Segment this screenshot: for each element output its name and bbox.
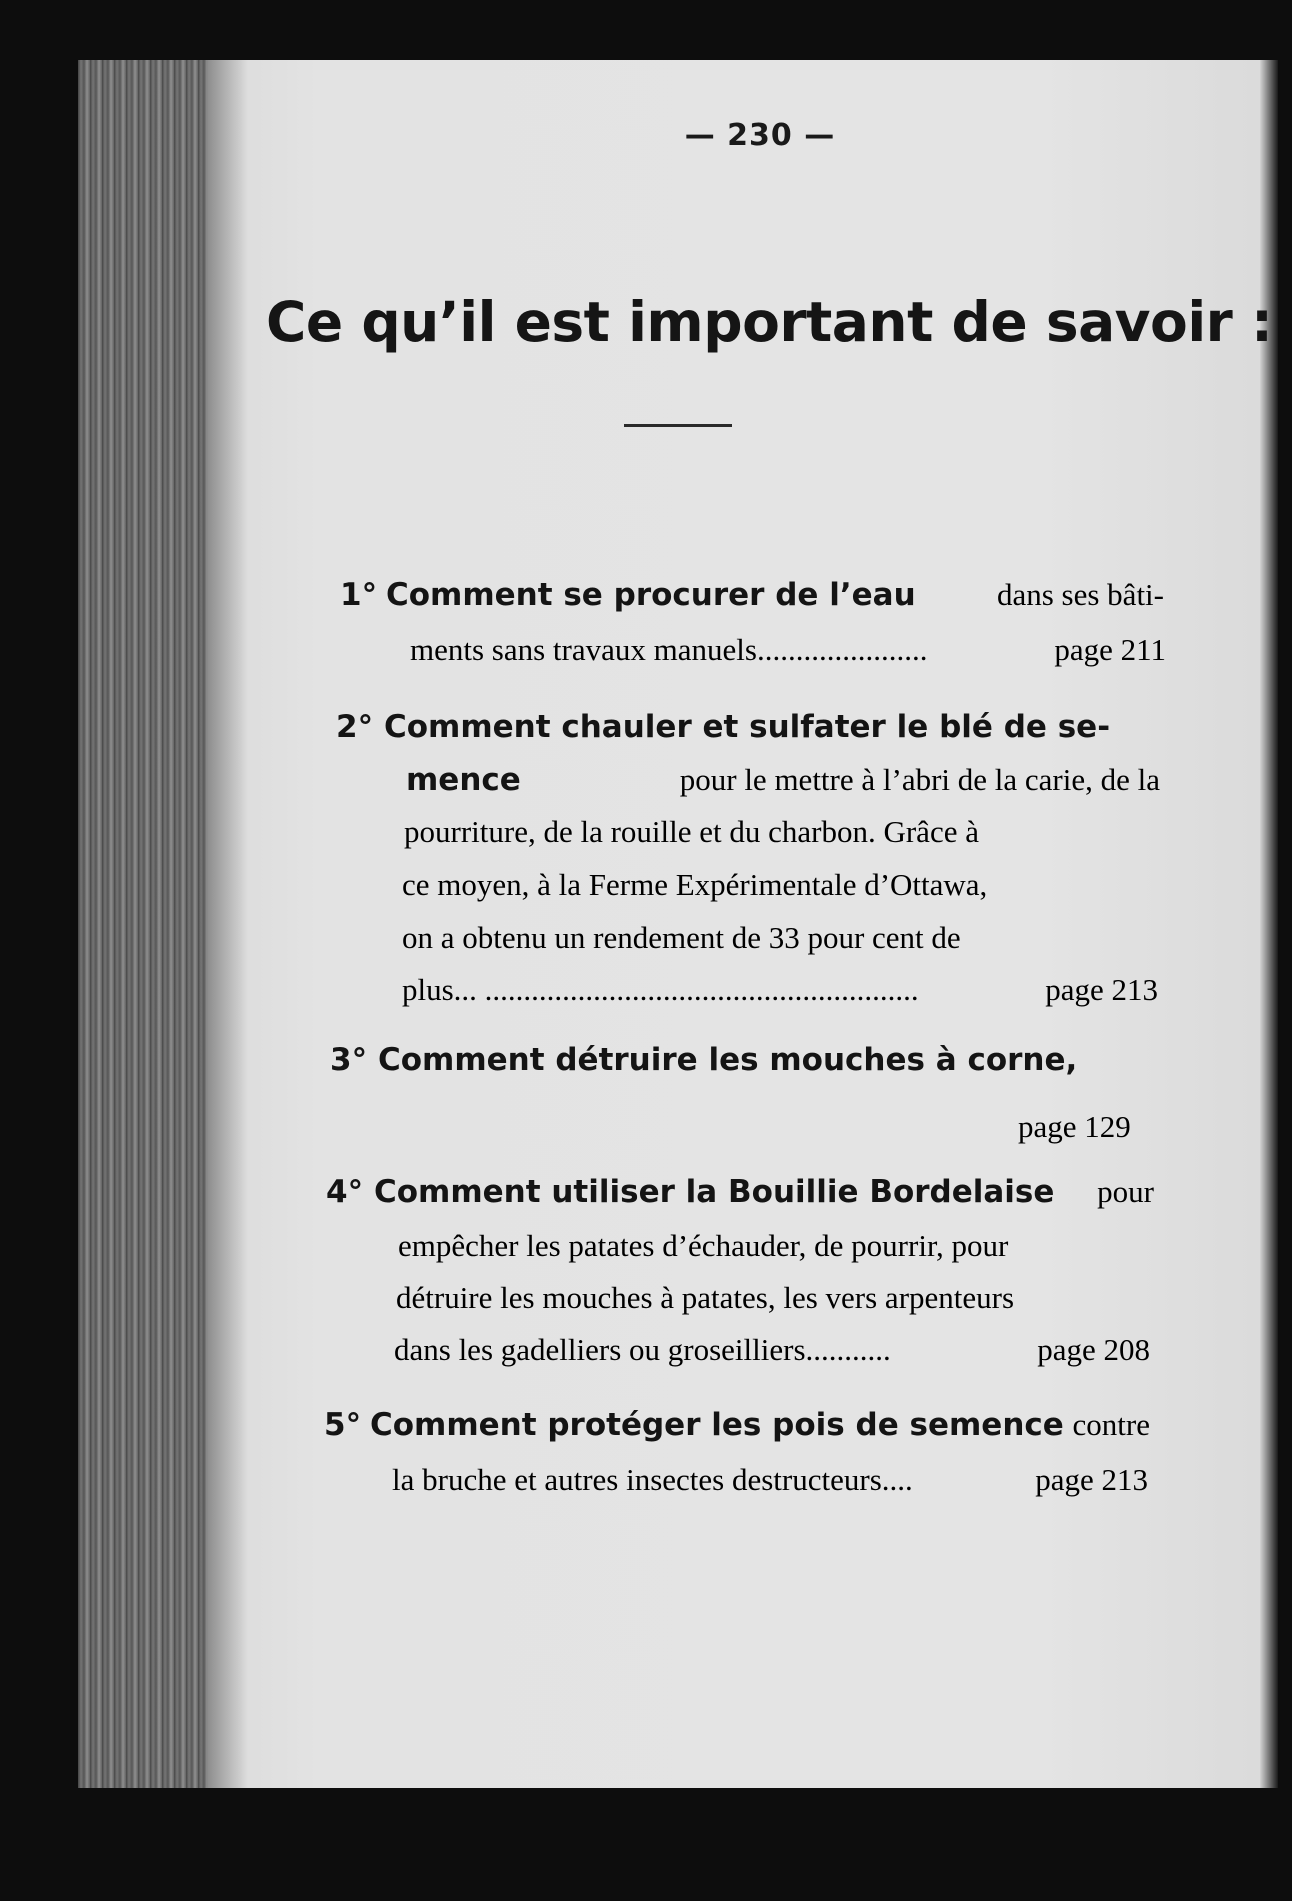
- item-text: ments sans travaux manuels......................: [410, 632, 928, 667]
- item-text: dans ses bâti-: [996, 577, 1164, 612]
- item-number: 3°: [330, 1042, 368, 1078]
- binding-shadow: [208, 60, 248, 1788]
- item-line: [406, 760, 1160, 800]
- item-line: ce moyen, à la Ferme Expérimentale d’Ottawa,: [402, 867, 988, 902]
- page-reference: page 129: [1018, 1109, 1131, 1144]
- item-line: pourriture, de la rouille et du charbon. Grâce à: [404, 814, 979, 849]
- item-number: 2°: [336, 709, 374, 745]
- item-text: dans les gadelliers ou groseilliers...........: [394, 1332, 891, 1367]
- item-text: pour: [1097, 1174, 1154, 1209]
- item-line: détruire les mouches à patates, les vers arpenteurs: [396, 1280, 1015, 1315]
- item-line: [402, 970, 1158, 1010]
- item-line: [370, 1405, 1150, 1445]
- item-number: 4°: [326, 1174, 364, 1210]
- item-line: on a obtenu un rendement de 33 pour cent de: [402, 920, 961, 955]
- title-rule: [624, 424, 732, 427]
- book-binding: [78, 60, 208, 1788]
- page-title: Ce qu’il est important de savoir :: [266, 290, 1273, 354]
- item-number: 5°: [324, 1407, 362, 1443]
- item-heading: Comment détruire les mouches à corne,: [378, 1042, 1078, 1078]
- item-text: la bruche et autres insectes destructeurs....: [392, 1462, 913, 1497]
- item-line: [374, 1172, 1154, 1212]
- item-text: plus... ........................................................: [402, 972, 919, 1007]
- item-heading: Comment chauler et sulfater le blé de se-: [384, 709, 1111, 745]
- page-reference: page 208: [1037, 1332, 1150, 1367]
- item-line: empêcher les patates d’échauder, de pourrir, pour: [398, 1228, 1009, 1263]
- item-line: [394, 1330, 1150, 1370]
- item-heading: Comment se procurer de l’eau: [386, 577, 916, 613]
- item-heading: Comment protéger les pois de semence: [370, 1407, 1064, 1443]
- page-number: — 230 —: [684, 118, 836, 153]
- item-line: [386, 575, 1164, 615]
- item-line: [378, 1040, 1077, 1080]
- item-text: pour le mettre à l’abri de la carie, de la: [679, 762, 1160, 797]
- item-text: contre: [1072, 1407, 1150, 1442]
- item-line: [392, 1460, 1148, 1500]
- item-line: [410, 630, 1166, 670]
- item-number: 1°: [340, 577, 378, 613]
- item-heading: mence: [406, 762, 521, 798]
- item-heading: Comment utiliser la Bouillie Bordelaise: [374, 1174, 1055, 1210]
- page-reference: page 211: [1054, 632, 1166, 667]
- item-line: [384, 707, 1110, 747]
- page-reference: page 213: [1035, 1462, 1148, 1497]
- page-reference: page 213: [1045, 972, 1158, 1007]
